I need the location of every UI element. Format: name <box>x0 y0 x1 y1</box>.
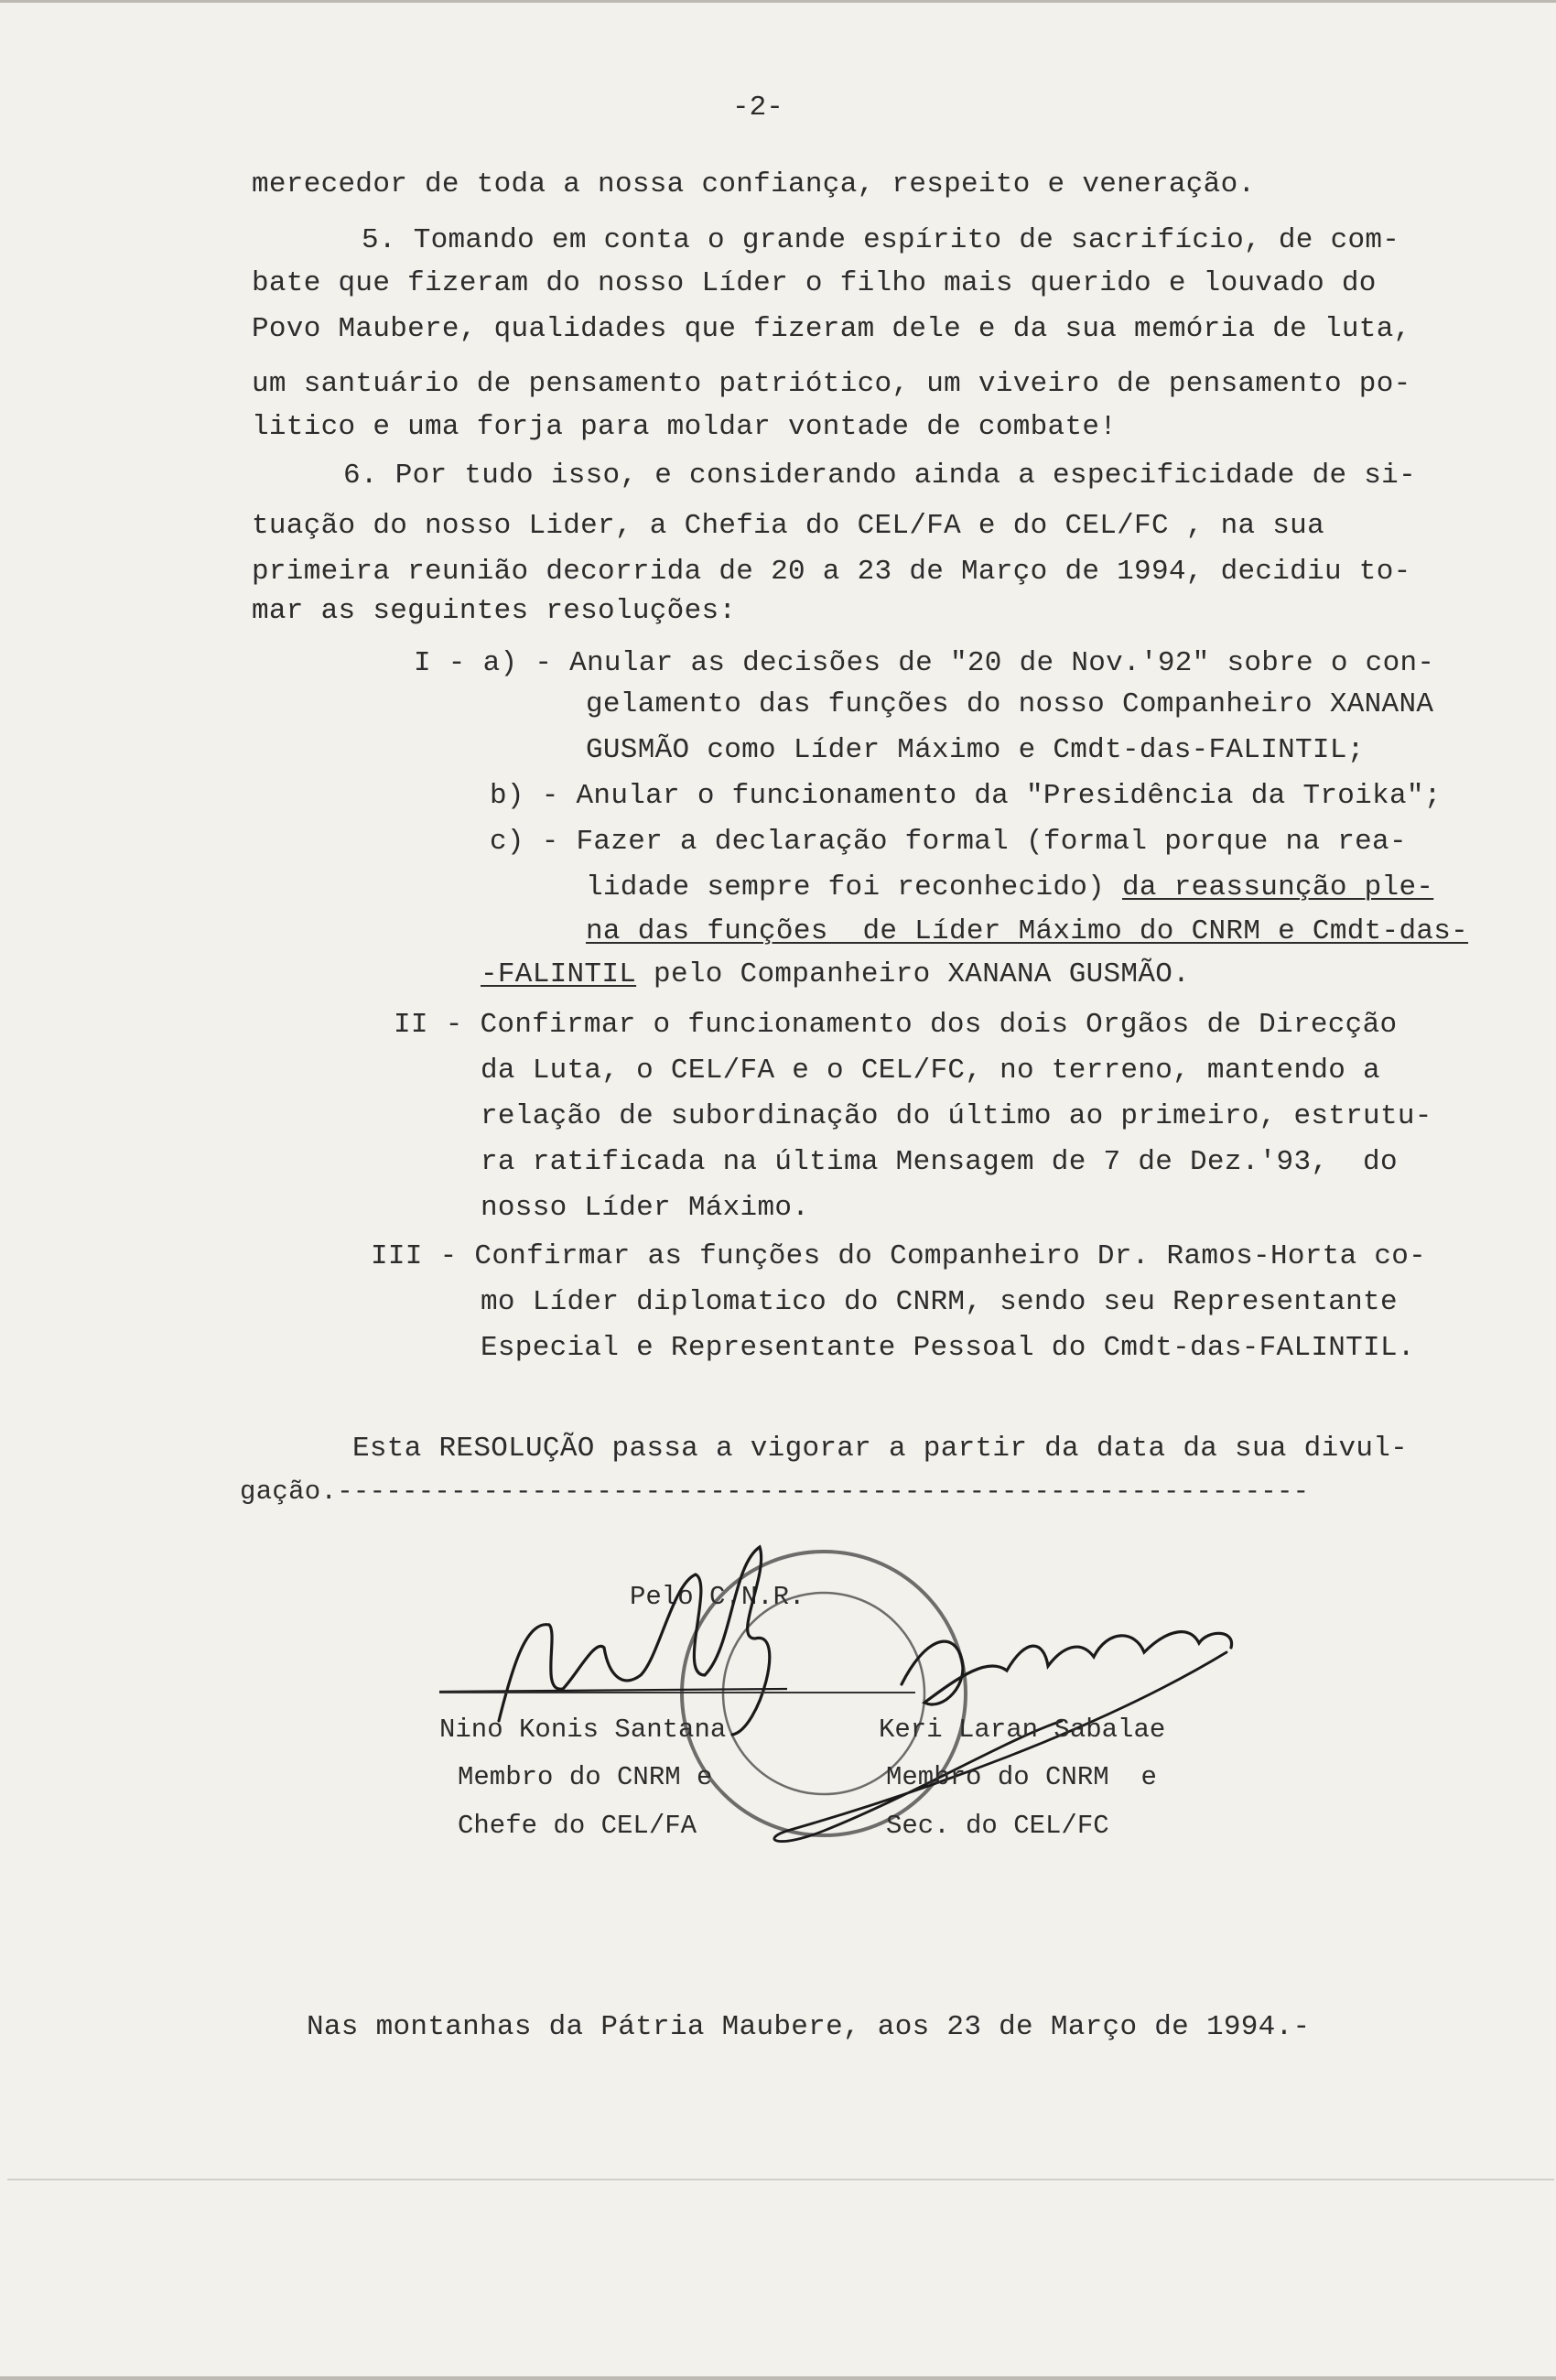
intro-line: merecedor de toda a nossa confiança, respeito e veneração. <box>252 168 1256 200</box>
resolution-Ic-line-1: c) - Fazer a declaração formal (formal porque na rea- <box>490 826 1407 858</box>
resolution-Ia-line-1: I - a) - Anular as decisões de "20 de Nov.'92" sobre o con- <box>414 647 1435 679</box>
closing-line-2: gação.------------------------------------------------------------ <box>240 1477 1310 1507</box>
resolution-II-line-5: nosso Líder Máximo. <box>481 1192 810 1224</box>
resolution-Ic-line-2-underlined: da reassunção ple- <box>1122 871 1434 903</box>
item6-line-4: mar as seguintes resoluções: <box>252 595 737 627</box>
resolution-Ib: b) - Anular o funcionamento da "Presidência da Troika"; <box>490 780 1442 812</box>
resolution-III-line-2: mo Líder diplomatico do CNRM, sendo seu Representante <box>481 1286 1398 1318</box>
resolution-III-line-3: Especial e Representante Pessoal do Cmdt-das-FALINTIL. <box>481 1332 1415 1364</box>
closing-line-1: Esta RESOLUÇÃO passa a vigorar a partir da data da sua divul- <box>352 1433 1409 1465</box>
item5-line-3: Povo Maubere, qualidades que fizeram dele e da sua memória de luta, <box>252 313 1411 345</box>
resolution-Ic-line-3: na das funções de Líder Máximo do CNRM e Cmdt-das- <box>586 915 1469 947</box>
place-date: Nas montanhas da Pátria Maubere, aos 23 de Março de 1994.- <box>307 2011 1311 2043</box>
item6-line-2: tuação do nosso Lider, a Chefia do CEL/FA e do CEL/FC , na sua <box>252 510 1324 542</box>
signature-line-left <box>439 1692 915 1693</box>
signatory-right-name: Keri Laran Sabalae <box>879 1715 1166 1745</box>
resolution-II-line-4: ra ratificada na última Mensagem de 7 de Dez.'93, do <box>481 1146 1398 1178</box>
resolution-Ia-line-3: GUSMÃO como Líder Máximo e Cmdt-das-FALINTIL; <box>586 734 1365 766</box>
resolution-Ia-line-2: gelamento das funções do nosso Companheiro XANANA <box>586 688 1434 720</box>
item5-line-2: bate que fizeram do nosso Líder o filho mais querido e louvado do <box>252 267 1377 299</box>
item5-line-1: 5. Tomando em conta o grande espírito de sacrifício, de com- <box>362 224 1400 256</box>
signatory-left-name: Nino Konis Santana <box>439 1715 727 1745</box>
resolution-Ic-line-4-plain: pelo Companheiro XANANA GUSMÃO. <box>636 958 1191 990</box>
signature-right <box>902 1632 1232 1704</box>
item5-line-5: litico e uma forja para moldar vontade de combate! <box>252 411 1118 443</box>
resolution-II-line-2: da Luta, o CEL/FA e o CEL/FC, no terreno, mantendo a <box>481 1055 1380 1087</box>
item6-line-3: primeira reunião decorrida de 20 a 23 de Março de 1994, decidiu to- <box>252 556 1411 588</box>
signatory-right-role-2: Sec. do CEL/FC <box>886 1811 1109 1841</box>
resolution-II-line-3: relação de subordinação do último ao primeiro, estrutu- <box>481 1100 1432 1132</box>
item5-line-4: um santuário de pensamento patriótico, um viveiro de pensamento po- <box>252 368 1411 400</box>
signatory-right-role-1: Membro do CNRM e <box>886 1762 1157 1792</box>
signature-left <box>499 1547 770 1735</box>
signatory-left-role-1: Membro do CNRM e <box>458 1762 713 1792</box>
resolution-Ic-line-4-underlined: -FALINTIL <box>481 958 637 990</box>
item6-line-1: 6. Por tudo isso, e considerando ainda a especificidade de si- <box>343 460 1416 492</box>
resolution-III-line-1: III - Confirmar as funções do Companheiro Dr. Ramos-Horta co- <box>371 1240 1427 1272</box>
signature-header: Pelo C.N.R. <box>630 1582 805 1612</box>
resolution-Ic-line-2-plain: lidade sempre foi reconhecido) <box>586 871 1122 903</box>
signatory-left-role-2: Chefe do CEL/FA <box>458 1811 697 1841</box>
page-number: -2- <box>732 92 783 124</box>
resolution-II-line-1: II - Confirmar o funcionamento dos dois Orgãos de Direcção <box>394 1009 1398 1041</box>
